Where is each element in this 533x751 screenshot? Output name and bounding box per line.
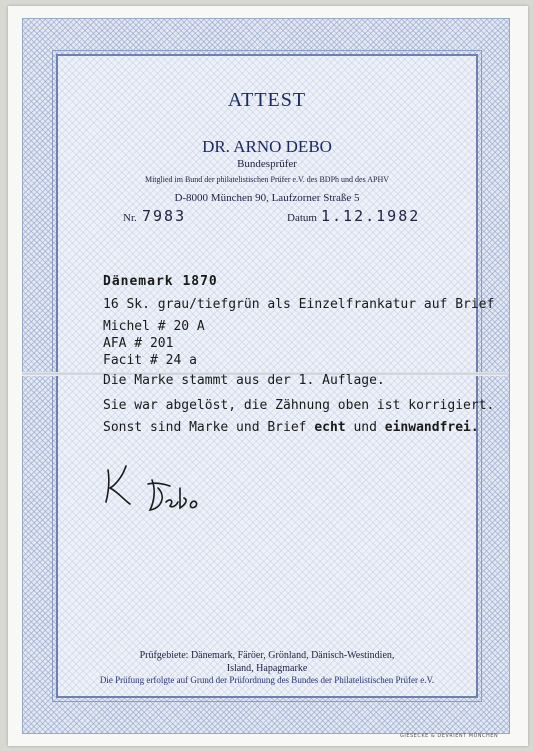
certificate-date: 1.12.1982 — [321, 207, 421, 225]
verdict-echt: echt — [314, 420, 346, 435]
verdict-text-1: Sonst sind Marke und Brief — [103, 420, 315, 435]
printer-imprint: GIESECKE & DEVRIENT MÜNCHEN — [400, 733, 499, 739]
date-label: Datum — [287, 212, 317, 224]
verdict-einwandfrei: einwandfrei. — [384, 420, 479, 435]
examiner-name: DR. ARNO DEBO — [202, 137, 332, 156]
examination-rules-note: Die Prüfung erfolgte auf Grund der Prüfordnung des Bundes der Philatelistischen Prüfer e.V. — [99, 675, 435, 685]
number-label: Nr. — [123, 212, 137, 224]
condition-note: Sie war abgelöst, die Zähnung oben ist korrigiert. — [103, 398, 495, 413]
edition-note: Die Marke stammt aus der 1. Auflage. — [103, 373, 385, 388]
certificate-title: ATTEST — [227, 89, 307, 111]
examiner-address: D-8000 München 90, Laufzorner Straße 5 — [174, 192, 360, 204]
membership-text: Mitglied im Bund der philatelistischen Prüfer e.V. des BDPh und des APHV — [144, 175, 390, 184]
stamp-heading: Dänemark 1870 — [103, 274, 218, 289]
certificate-number: 7983 — [142, 207, 187, 225]
examiner-role: Bundesprüfer — [237, 158, 297, 170]
verdict-text-2: und — [345, 420, 385, 435]
verdict-line — [103, 420, 479, 435]
handwritten-signature — [100, 462, 210, 522]
stamp-description: 16 Sk. grau/tiefgrün als Einzelfrankatur auf Brief — [103, 297, 495, 312]
afa-number: AFA # 201 — [103, 336, 174, 351]
michel-number: Michel # 20 A — [103, 319, 205, 334]
facit-number: Facit # 24 a — [103, 353, 197, 368]
examination-areas-cont: Island, Hapagmarke — [226, 663, 308, 674]
examination-areas: Prüfgebiete: Dänemark, Färöer, Grönland, Dänisch-Westindien, — [139, 650, 395, 661]
